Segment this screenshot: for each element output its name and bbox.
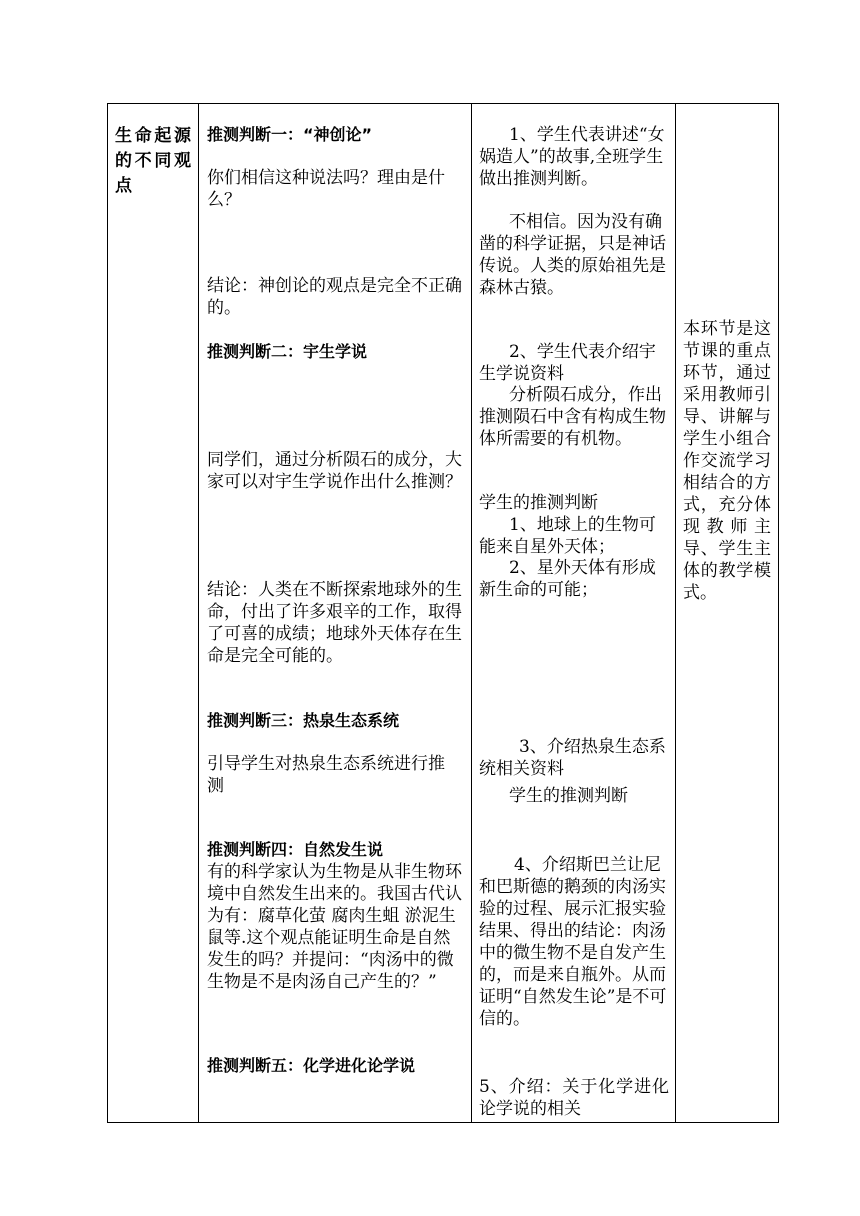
design-note: 本环节是这节课的重点环节，通过采用教师引导、讲解与学生小组合作交流学习相结合的方式，充分体现教师主导、学生主体的教学模式。: [683, 319, 771, 603]
student-response-2: 分析陨石成分，作出推测陨石中含有构成生物体所需要的有机物。: [479, 385, 666, 449]
question-2: 同学们，通过分析陨石的成分，大家可以对宇生学说作出什么推测？: [207, 450, 462, 492]
paragraph-judgement-4: 有的科学家认为生物是从非生物环境中自然发生出来的。我国古代认为有：腐草化萤 腐肉生蛆 淤泥生鼠等.这个观点能证明生命是自然发生的吗？并提问：“肉汤中的微生物是不是肉汤自己产生的？”: [207, 862, 462, 992]
table-cell-design: [675, 103, 779, 1123]
question-1: 你们相信这种说法吗？理由是什么？: [207, 168, 445, 210]
student-judgement-3: 学生的推测判断: [509, 786, 628, 806]
topic-title: 生命起源的不同观点: [115, 126, 191, 196]
student-activity-3: 3、介绍热泉生态系统相关资料: [479, 737, 666, 779]
heading-judgement-4: 推测判断四：自然发生说: [207, 840, 384, 859]
heading-judgement-5: 推测判断五：化学进化论学说: [207, 1056, 416, 1075]
student-judgement-label: 学生的推测判断: [479, 493, 598, 513]
student-judgement-1: 1、地球上的生物可能来自星外天体；: [479, 515, 656, 557]
student-activity-2: 2、学生代表介绍宇生学说资料: [479, 342, 656, 384]
heading-judgement-3: 推测判断三：热泉生态系统: [207, 711, 400, 730]
student-activity-1: 1、学生代表讲述“女娲造人”的故事,全班学生做出推测判断。: [479, 125, 665, 189]
heading-judgement-2: 推测判断二：宇生学说: [207, 342, 368, 361]
conclusion-1: 结论：神创论的观点是完全不正确的。: [207, 276, 462, 318]
question-3: 引导学生对热泉生态系统进行推测: [207, 754, 445, 796]
conclusion-2: 结论：人类在不断探索地球外的生命，付出了许多艰辛的工作，取得了可喜的成绩；地球外天体存在生命是完全可能的。: [207, 580, 462, 666]
student-activity-4: 4、介绍斯巴兰让尼和巴斯德的鹅颈的肉汤实验的过程、展示汇报实验结果、得出的结论：肉汤中的微生物不是自发产生的，而是来自瓶外。从而证明“自然发生论”是不可信的。: [479, 855, 667, 1029]
table-cell-topic: [107, 103, 199, 1123]
student-activity-5: 5、介绍：关于化学进化论学说的相关: [479, 1077, 669, 1119]
student-judgement-2: 2、星外天体有形成新生命的可能；: [479, 558, 656, 600]
heading-judgement-1: 推测判断一：“神创论”: [207, 125, 373, 144]
student-response-1: 不相信。因为没有确凿的科学证据，只是神话传说。人类的原始祖先是森林古猿。: [479, 212, 666, 298]
